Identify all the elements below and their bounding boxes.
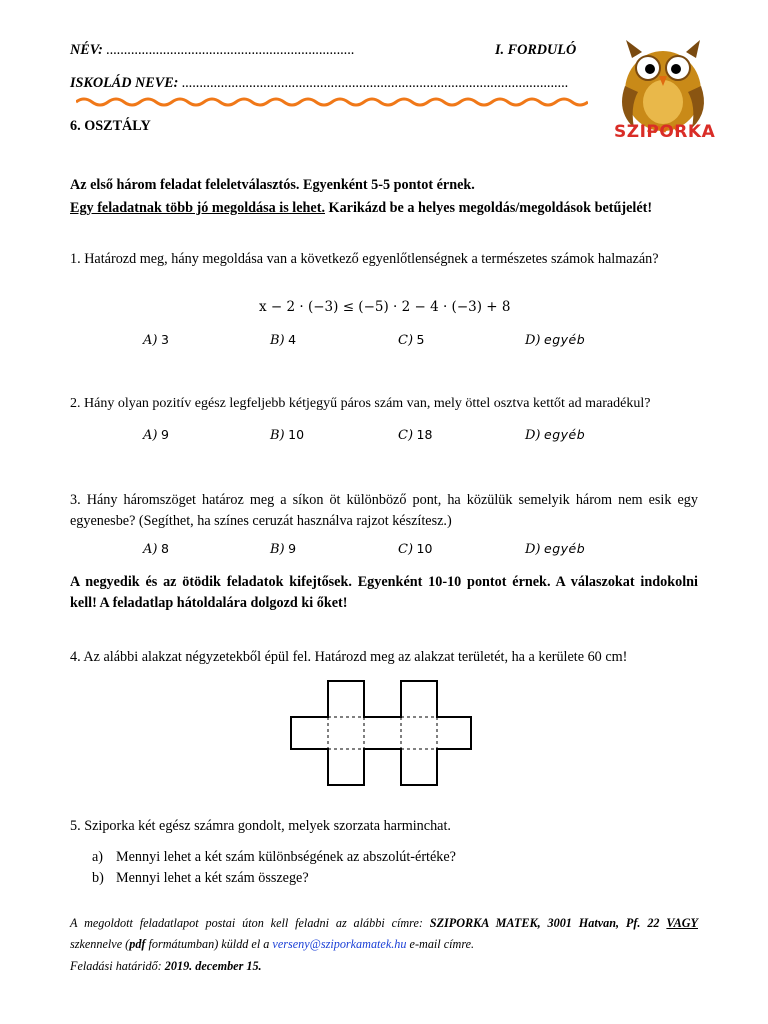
question-3-option-d[interactable] [525, 541, 585, 558]
squares-figure [290, 680, 472, 786]
question-1-formula: x − 2 · (−3) ≤ (−5) · 2 − 4 · (−3) + 8 [259, 299, 511, 315]
option-letter: B) [270, 428, 285, 443]
option-value: 18 [416, 427, 433, 442]
school-line [70, 75, 569, 92]
instruction-underlined: Egy feladatnak több jó megoldása is lehet. [70, 200, 325, 216]
decorative-wave [76, 96, 588, 108]
round-label: I. FORDULÓ [495, 42, 577, 58]
essay-instructions: A negyedik és az ötödik feladatok kifejtősek. Egyenként 10-10 pontot érnek. A válaszokat indokolni kell! A feladatlap hátoldalára dolgozd ki őket! [70, 574, 698, 611]
footer-line-3 [70, 959, 262, 974]
question-2-option-b[interactable] [270, 427, 304, 444]
option-value: 9 [160, 427, 169, 442]
option-letter: C) [398, 428, 414, 443]
option-value: egyéb [544, 541, 586, 556]
school-label: ISKOLÁD NEVE: [70, 75, 179, 91]
email-link[interactable]: verseny@sziporkamatek.hu [272, 937, 407, 951]
instruction-line-1: Az első három feladat feleletválasztós. Egyenként 5-5 pontot érnek. [70, 177, 475, 193]
question-5-sub-b [92, 870, 309, 887]
footer-intro: A megoldott feladatlapot postai úton kell feladni az alábbi címre: [70, 916, 430, 930]
question-2-option-a[interactable] [143, 427, 169, 444]
option-letter: B) [270, 333, 285, 348]
option-letter: A) [143, 542, 158, 557]
name-label: NÉV: [70, 42, 103, 58]
option-letter: D) [525, 428, 541, 443]
footer-email-end: e-mail címre. [406, 937, 475, 951]
option-letter: A) [143, 333, 158, 348]
footer-line-2 [70, 937, 474, 952]
question-5-sub-a [92, 849, 456, 866]
instruction-rest: Karikázd be a helyes megoldás/megoldások betűjelét! [325, 200, 653, 216]
option-letter: C) [398, 542, 414, 557]
option-value: 4 [288, 332, 297, 347]
question-3-option-c[interactable] [398, 541, 432, 558]
option-value: 10 [416, 541, 433, 556]
question-3-option-a[interactable] [143, 541, 169, 558]
question-2-option-d[interactable] [525, 427, 585, 444]
option-value: 8 [160, 541, 169, 556]
question-4-text: 4. Az alábbi alakzat négyzetekből épül fel. Határozd meg az alakzat területét, ha a kerülete 60 cm! [70, 649, 628, 665]
option-value: egyéb [544, 427, 586, 442]
option-letter: C) [398, 333, 414, 348]
logo-text: SZIPORKA [614, 122, 716, 142]
option-value: 10 [288, 427, 305, 442]
school-field[interactable]: ............................................................................................................. [181, 75, 569, 91]
option-letter: D) [525, 333, 541, 348]
option-value: 3 [160, 332, 169, 347]
option-value: 5 [416, 332, 425, 347]
question-1-text: 1. Határozd meg, hány megoldása van a következő egyenlőtlenségnek a természetes számok halmazán? [70, 251, 659, 267]
footer-vagy: VAGY [666, 916, 698, 930]
sub-text: Mennyi lehet a két szám különbségének az abszolút-értéke? [116, 849, 456, 865]
sziporka-logo [608, 36, 718, 148]
instruction-line-2 [70, 200, 652, 217]
question-5-text: 5. Sziporka két egész számra gondolt, melyek szorzata harminchat. [70, 818, 451, 834]
deadline-label: Feladási határidő: [70, 959, 165, 973]
question-1-option-b[interactable] [270, 332, 296, 349]
question-3-option-b[interactable] [270, 541, 296, 558]
option-letter: A) [143, 428, 158, 443]
option-letter: D) [525, 542, 541, 557]
option-value: 9 [288, 541, 297, 556]
name-line [70, 42, 355, 59]
grade-label: 6. OSZTÁLY [70, 118, 151, 134]
sub-text: Mennyi lehet a két szám összege? [116, 870, 309, 886]
sub-label: b) [92, 870, 104, 886]
footer-scan: szkennelve ( [70, 937, 130, 951]
name-field[interactable]: ...................................................................... [106, 42, 355, 58]
footer-format: formátumban) küldd el a [145, 937, 273, 951]
question-3-text: 3. Hány háromszöget határoz meg a síkon öt különböző pont, ha közülük semelyik három nem esik egy egyenesbe? (Segíthet, ha színes ceruzát használva rajzot készítesz.) [70, 492, 698, 529]
question-2-option-c[interactable] [398, 427, 432, 444]
question-1-option-a[interactable] [143, 332, 169, 349]
question-2-text: 2. Hány olyan pozitív egész legfeljebb kétjegyű páros szám van, mely öttel osztva kettőt ad maradékul? [70, 396, 651, 411]
question-1-option-c[interactable] [398, 332, 424, 349]
question-1-option-d[interactable] [525, 332, 585, 349]
footer-address: SZIPORKA MATEK, 3001 Hatvan, Pf. 22 [429, 916, 660, 930]
option-letter: B) [270, 542, 285, 557]
sub-label: a) [92, 849, 104, 865]
footer-line-1 [70, 916, 698, 931]
deadline-date: 2019. december 15. [164, 959, 262, 973]
footer-pdf: pdf [129, 937, 146, 951]
option-value: egyéb [544, 332, 586, 347]
